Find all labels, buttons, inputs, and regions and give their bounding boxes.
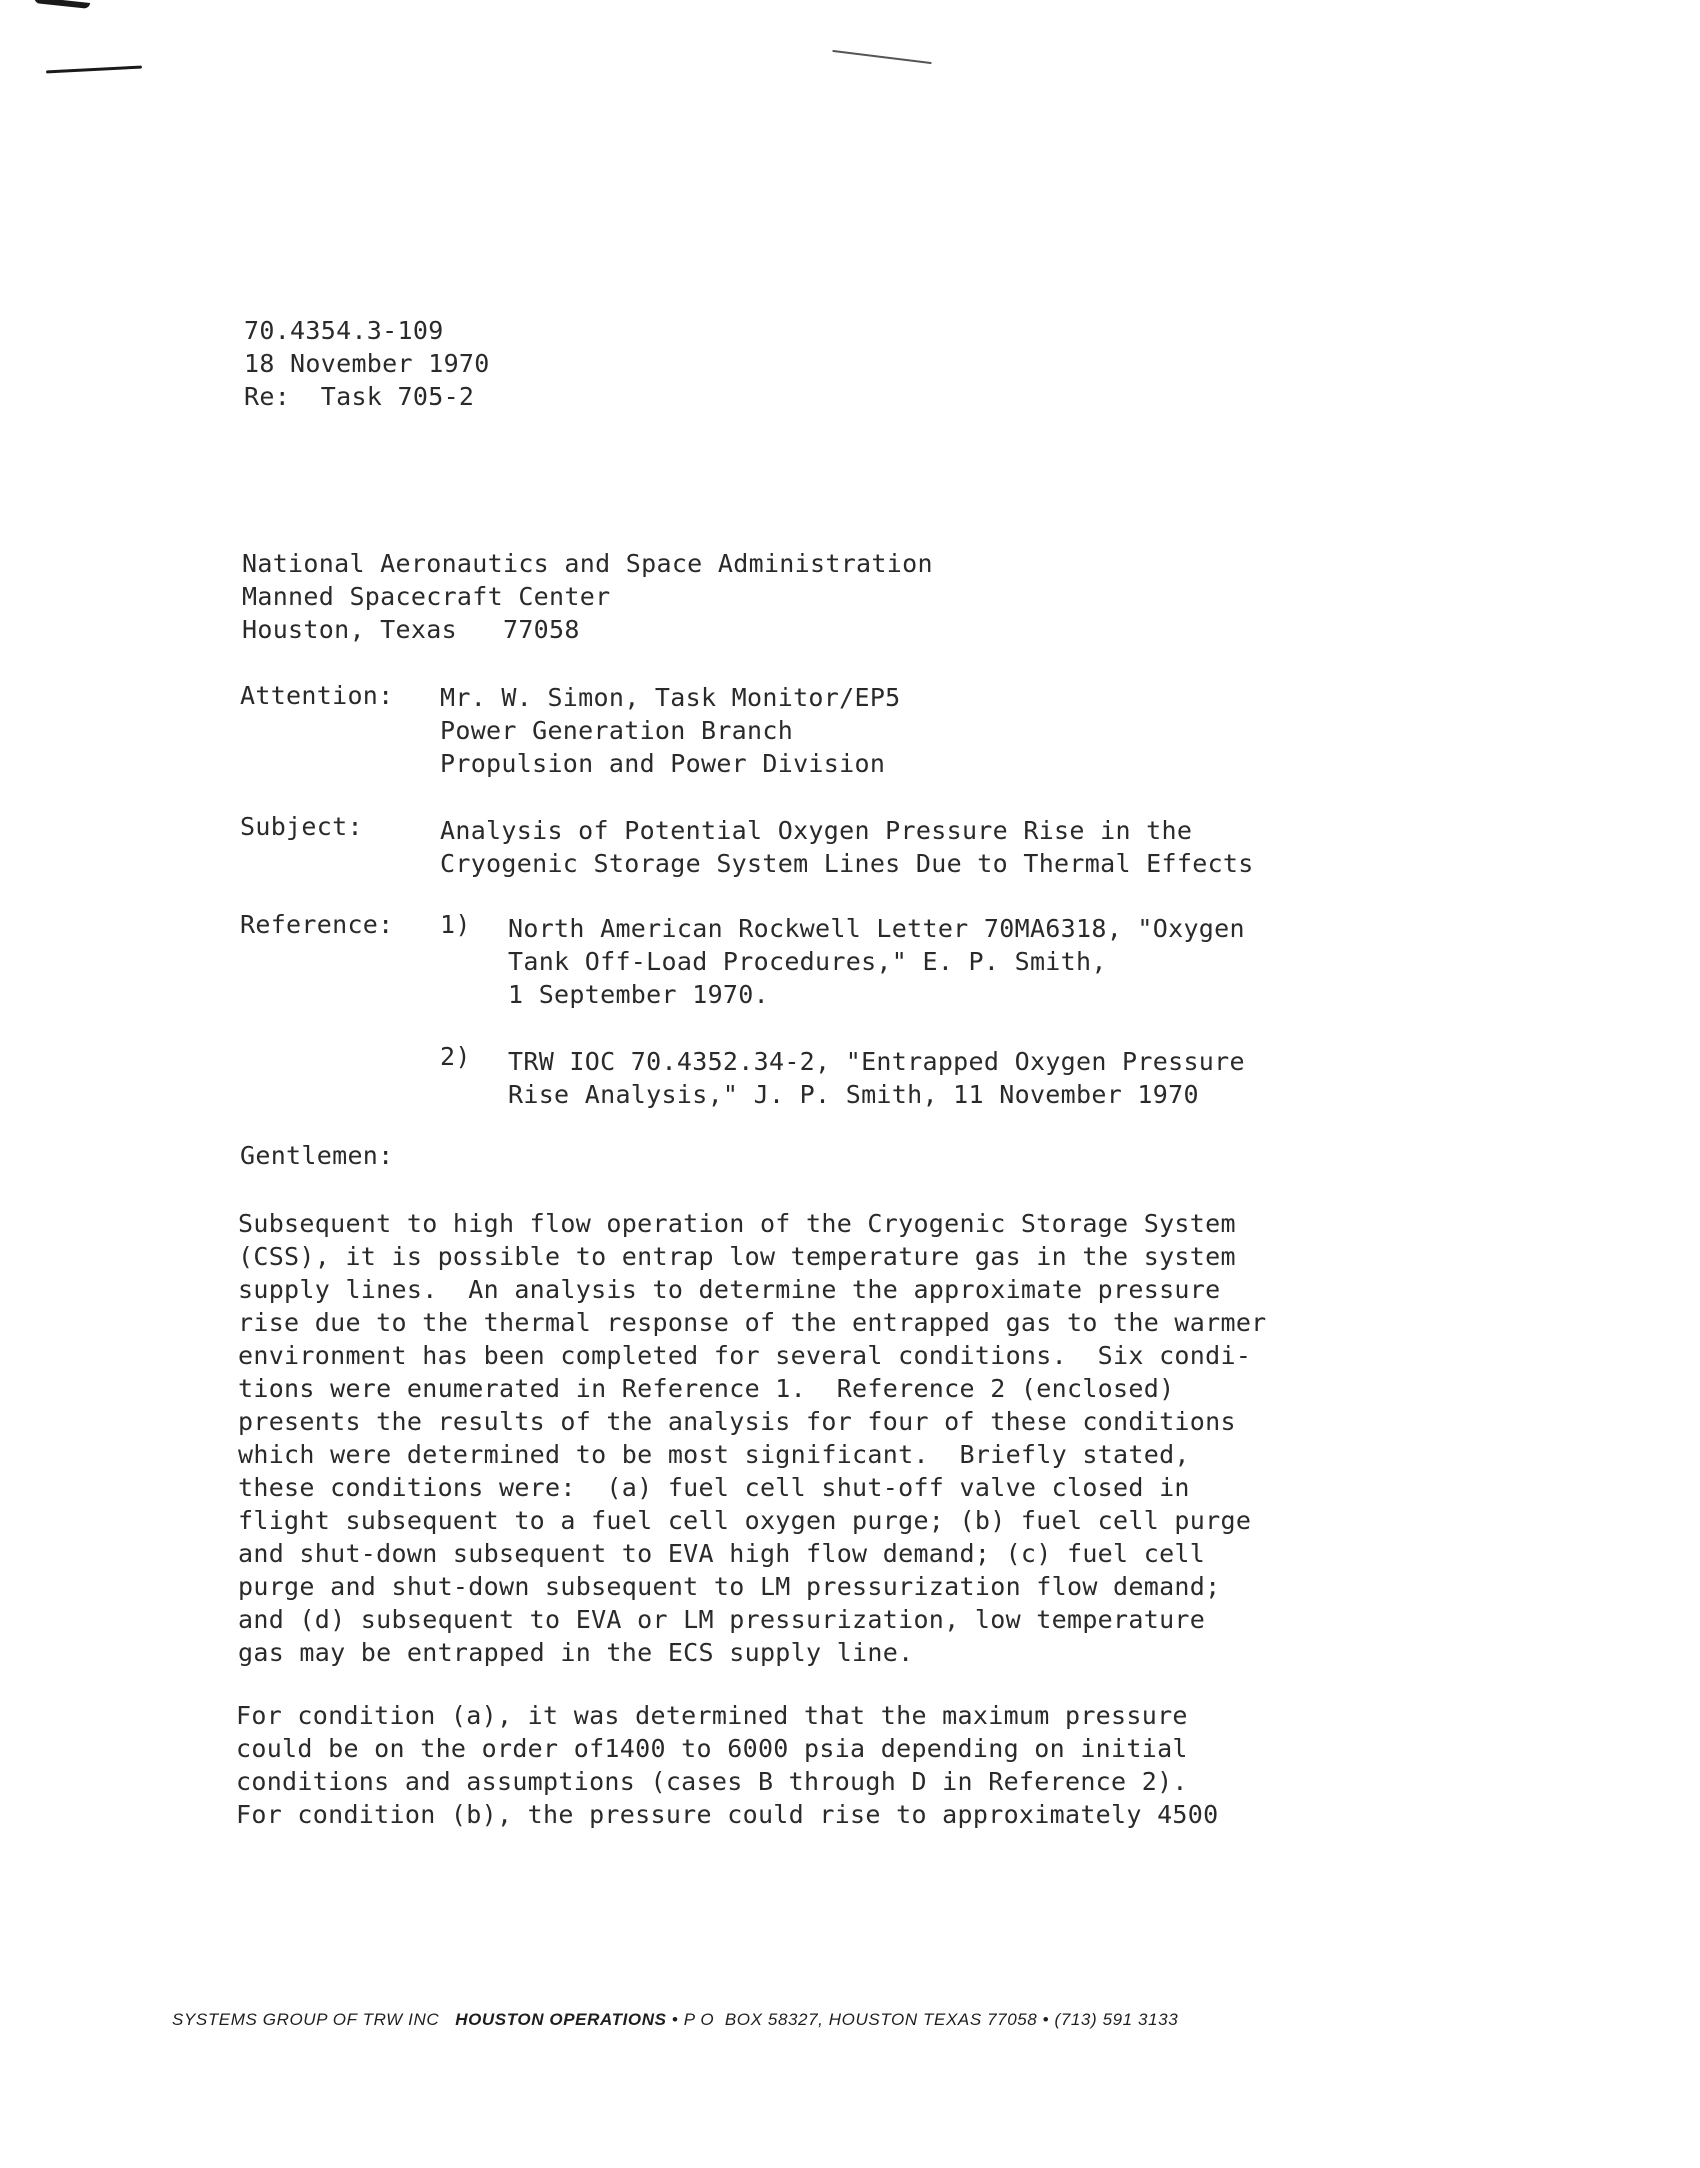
body-line: For condition (b), the pressure could rise to approximately 4500 — [236, 1800, 1219, 1829]
scan-mark — [34, 0, 90, 9]
scan-mark — [832, 50, 931, 64]
footer-division: HOUSTON OPERATIONS — [455, 2010, 667, 2029]
body-line: flight subsequent to a fuel cell oxygen purge; (b) fuel cell purge — [238, 1506, 1252, 1535]
footer-address: • P O BOX 58327, HOUSTON TEXAS 77058 • (713) 591 3133 — [666, 2010, 1179, 2029]
addressee-line: National Aeronautics and Space Administration — [242, 549, 933, 578]
body-line: presents the results of the analysis for four of these conditions — [238, 1407, 1236, 1436]
body-line: supply lines. An analysis to determine the approximate pressure — [238, 1275, 1221, 1304]
body-paragraph — [238, 1207, 1398, 1669]
reference-item — [508, 1045, 1245, 1111]
reference-line: TRW IOC 70.4352.34-2, "Entrapped Oxygen Pressure — [508, 1047, 1245, 1076]
scan-mark — [46, 65, 142, 73]
body-line: For condition (a), it was determined that the maximum pressure — [236, 1701, 1188, 1730]
subject-line: Analysis of Potential Oxygen Pressure Rise in the — [440, 816, 1193, 845]
body-line: conditions and assumptions (cases B through D in Reference 2). — [236, 1767, 1188, 1796]
attention-line: Propulsion and Power Division — [440, 749, 886, 778]
addressee-line: Houston, Texas 77058 — [242, 615, 580, 644]
body-line: Subsequent to high flow operation of the Cryogenic Storage System — [238, 1209, 1236, 1238]
body-line: and (d) subsequent to EVA or LM pressurization, low temperature — [238, 1605, 1206, 1634]
body-line: purge and shut-down subsequent to LM pressurization flow demand; — [238, 1572, 1221, 1601]
task-reference: Re: Task 705-2 — [244, 382, 475, 411]
body-line: these conditions were: (a) fuel cell shut-off valve closed in — [238, 1473, 1190, 1502]
addressee-block — [242, 547, 933, 646]
letter-date: 18 November 1970 — [244, 349, 490, 378]
reference-line: Tank Off-Load Procedures," E. P. Smith, — [508, 947, 1107, 976]
body-paragraph — [236, 1699, 1396, 1831]
footer-company: SYSTEMS GROUP OF TRW INC — [172, 2010, 440, 2029]
reference-line: North American Rockwell Letter 70MA6318, "Oxygen — [508, 914, 1245, 943]
body-line: environment has been completed for several conditions. Six condi- — [238, 1341, 1252, 1370]
reference-line: Rise Analysis," J. P. Smith, 11 November 1970 — [508, 1080, 1199, 1109]
body-line: which were determined to be most significant. Briefly stated, — [238, 1440, 1190, 1469]
body-line: gas may be entrapped in the ECS supply line. — [238, 1638, 914, 1667]
reference-item — [508, 912, 1245, 1011]
salutation: Gentlemen: — [240, 1141, 394, 1170]
body-line: tions were enumerated in Reference 1. Reference 2 (enclosed) — [238, 1374, 1175, 1403]
attention-block — [440, 681, 901, 780]
body-line: (CSS), it is possible to entrap low temperature gas in the system — [238, 1242, 1236, 1271]
body-line: could be on the order of1400 to 6000 psia depending on initial — [236, 1734, 1188, 1763]
letter-header — [244, 314, 490, 413]
subject-label: Subject: — [240, 812, 363, 841]
attention-label: Attention: — [240, 681, 394, 710]
reference-number: 70.4354.3-109 — [244, 316, 444, 345]
reference-number-2: 2) — [440, 1042, 471, 1071]
body-line: and shut-down subsequent to EVA high flow demand; (c) fuel cell — [238, 1539, 1206, 1568]
reference-line: 1 September 1970. — [508, 980, 769, 1009]
body-line: rise due to the thermal response of the entrapped gas to the warmer — [238, 1308, 1267, 1337]
addressee-line: Manned Spacecraft Center — [242, 582, 611, 611]
subject-block — [440, 814, 1254, 880]
reference-number-1: 1) — [440, 910, 471, 939]
subject-line: Cryogenic Storage System Lines Due to Thermal Effects — [440, 849, 1254, 878]
reference-label: Reference: — [240, 910, 394, 939]
attention-line: Power Generation Branch — [440, 716, 794, 745]
letterhead-footer — [172, 2010, 1178, 2030]
attention-line: Mr. W. Simon, Task Monitor/EP5 — [440, 683, 901, 712]
